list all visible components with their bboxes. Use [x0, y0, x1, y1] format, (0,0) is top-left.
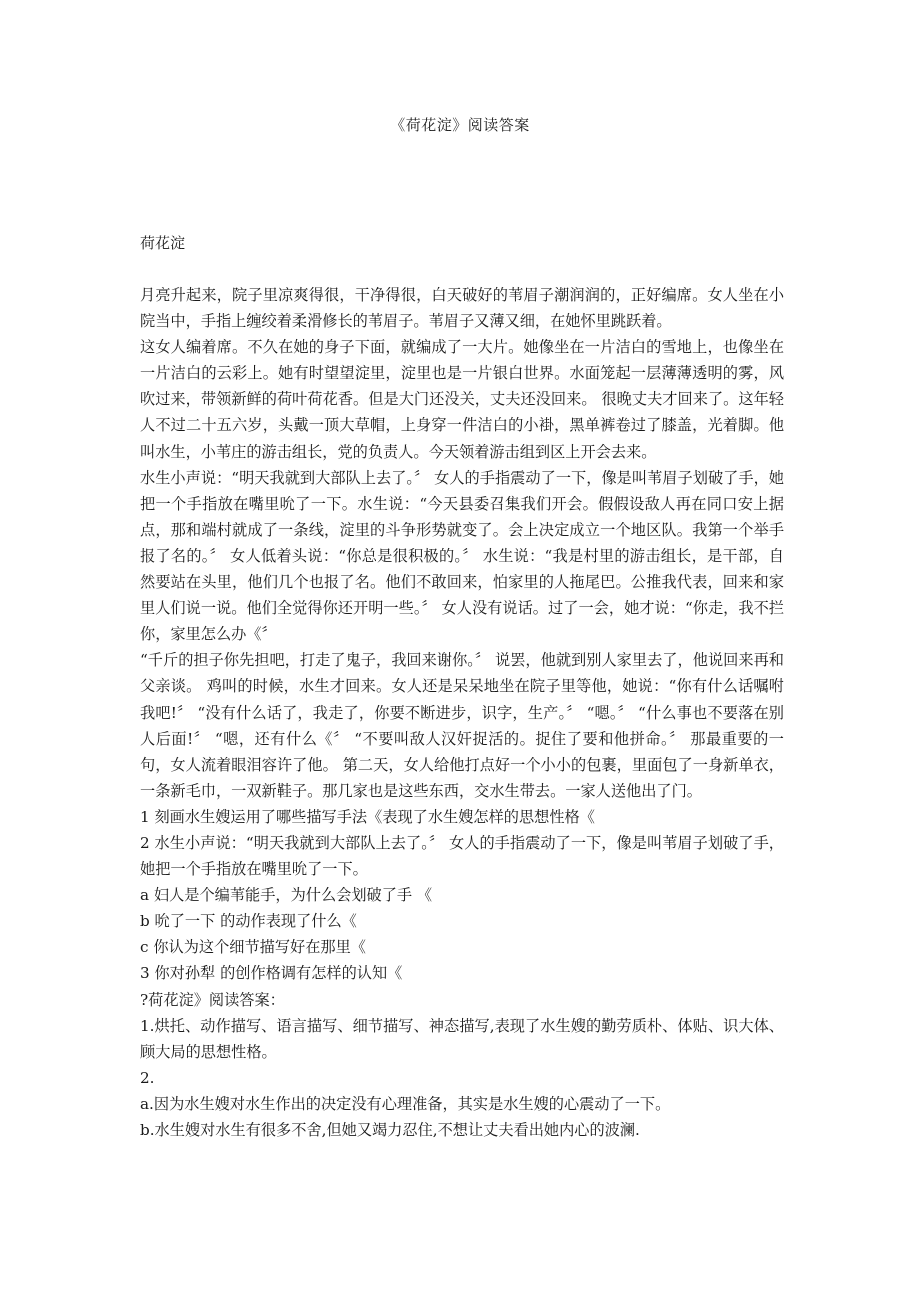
question: a 妇人是个编苇能手，为什么会划破了手 《	[140, 886, 433, 905]
paragraph: 这女人编着席。不久在她的身子下面，就编成了一大片。她像坐在一片洁白的雪地上，也像坐在一片洁白的云彩上。她有时望望淀里，淀里也是一片银白世界。水面笼起一层薄薄透明的雾，风吹过来，带领新鲜的荷叶荷花香。但是大门还没关，丈夫还没回来。 很晚丈夫才回来了。这年轻人不过二十五六岁，头戴一顶大草帽，上身穿一件洁白的小褂，黑单裤卷过了膝盖，光着脚。他叫水生，小苇庄的游击组长，党的负责人。今天领着游击组到区上开会去来。	[140, 338, 784, 461]
body-text	[140, 282, 784, 1143]
paragraph: 月亮升起来，院子里凉爽得很，干净得很，白天破好的苇眉子潮润润的，正好编席。女人坐在小院当中，手指上缠绞着柔滑修长的苇眉子。苇眉子又薄又细，在她怀里跳跃着。	[140, 286, 784, 331]
question: 1 刻画水生嫂运用了哪些描写手法《表现了水生嫂怎样的思想性格《	[140, 807, 595, 826]
answer: a.因为水生嫂对水生作出的决定没有心理准备，其实是水生嫂的心震动了一下。	[140, 1094, 671, 1113]
page-title: 《荷花淀》阅读答案	[390, 116, 530, 134]
question: 2 水生小声说：“明天我就到大部队上去了。〞 女人的手指震动了一下，像是叫苇眉子划破了手，她把一个手指放在嘴里吮了一下。	[140, 833, 784, 879]
answers-heading: ?荷花淀》阅读答案：	[140, 990, 285, 1009]
answer: 1.烘托、动作描写、语言描写、细节描写、神态描写,表现了水生嫂的勤劳质朴、体贴、识大体、顾大局的思想性格。	[140, 1016, 784, 1061]
question: c 你认为这个细节描写好在那里《	[140, 938, 366, 957]
paragraph: 水生小声说：“明天我就到大部队上去了。〞 女人的手指震动了一下，像是叫苇眉子划破了手，她把一个手指放在嘴里吮了一下。水生说：“今天县委召集我们开会。假假设敌人再在同口安上据点，那和端村就成了一条线，淀里的斗争形势就变了。会上决定成立一个地区队。我第一个举手报了名的。〞 女人低着头说：“你总是很积极的。〞 水生说：“我是村里的游击组长，是干部，自然要站在头里，他们几个也报了名。他们不敢回来，怕家里的人拖尾巴。公推我代表，回来和家里人们说一说。他们全觉得你还开明一些。〞 女人没有说话。过了一会，她才说：“你走，我不拦你，家里怎么办《〞	[140, 468, 784, 644]
answer: b.水生嫂对水生有很多不舍,但她又竭力忍住,不想让丈夫看出她内心的波澜.	[140, 1121, 640, 1139]
paragraph: “千斤的担子你先担吧，打走了鬼子，我回来谢你。〞 说罢，他就到别人家里去了，他说回来再和父亲谈。 鸡叫的时候，水生才回来。女人还是呆呆地坐在院子里等他，她说：“你有什么话嘱咐我吧!〞 “没有什么话了，我走了，你要不断进步，识字，生产。〞 “嗯。〞 “什么事也不要落在别人后面!〞 “嗯，还有什么《〞 “不要叫敌人汉奸捉活的。捉住了要和他拼命。〞 那最重要的一句，女人流着眼泪容许了他。 第二天，女人给他打点好一个小小的包裹，里面包了一身新单衣，一条新毛巾，一双新鞋子。那几家也是这些东西，交水生带去。一家人送他出了门。	[140, 651, 784, 800]
section-heading: 荷花淀	[140, 234, 186, 252]
question: b 吮了一下 的动作表现了什么《	[140, 912, 357, 931]
answer: 2.	[140, 1068, 155, 1087]
question: 3 你对孙犁 的创作格调有怎样的认知《	[140, 964, 403, 983]
